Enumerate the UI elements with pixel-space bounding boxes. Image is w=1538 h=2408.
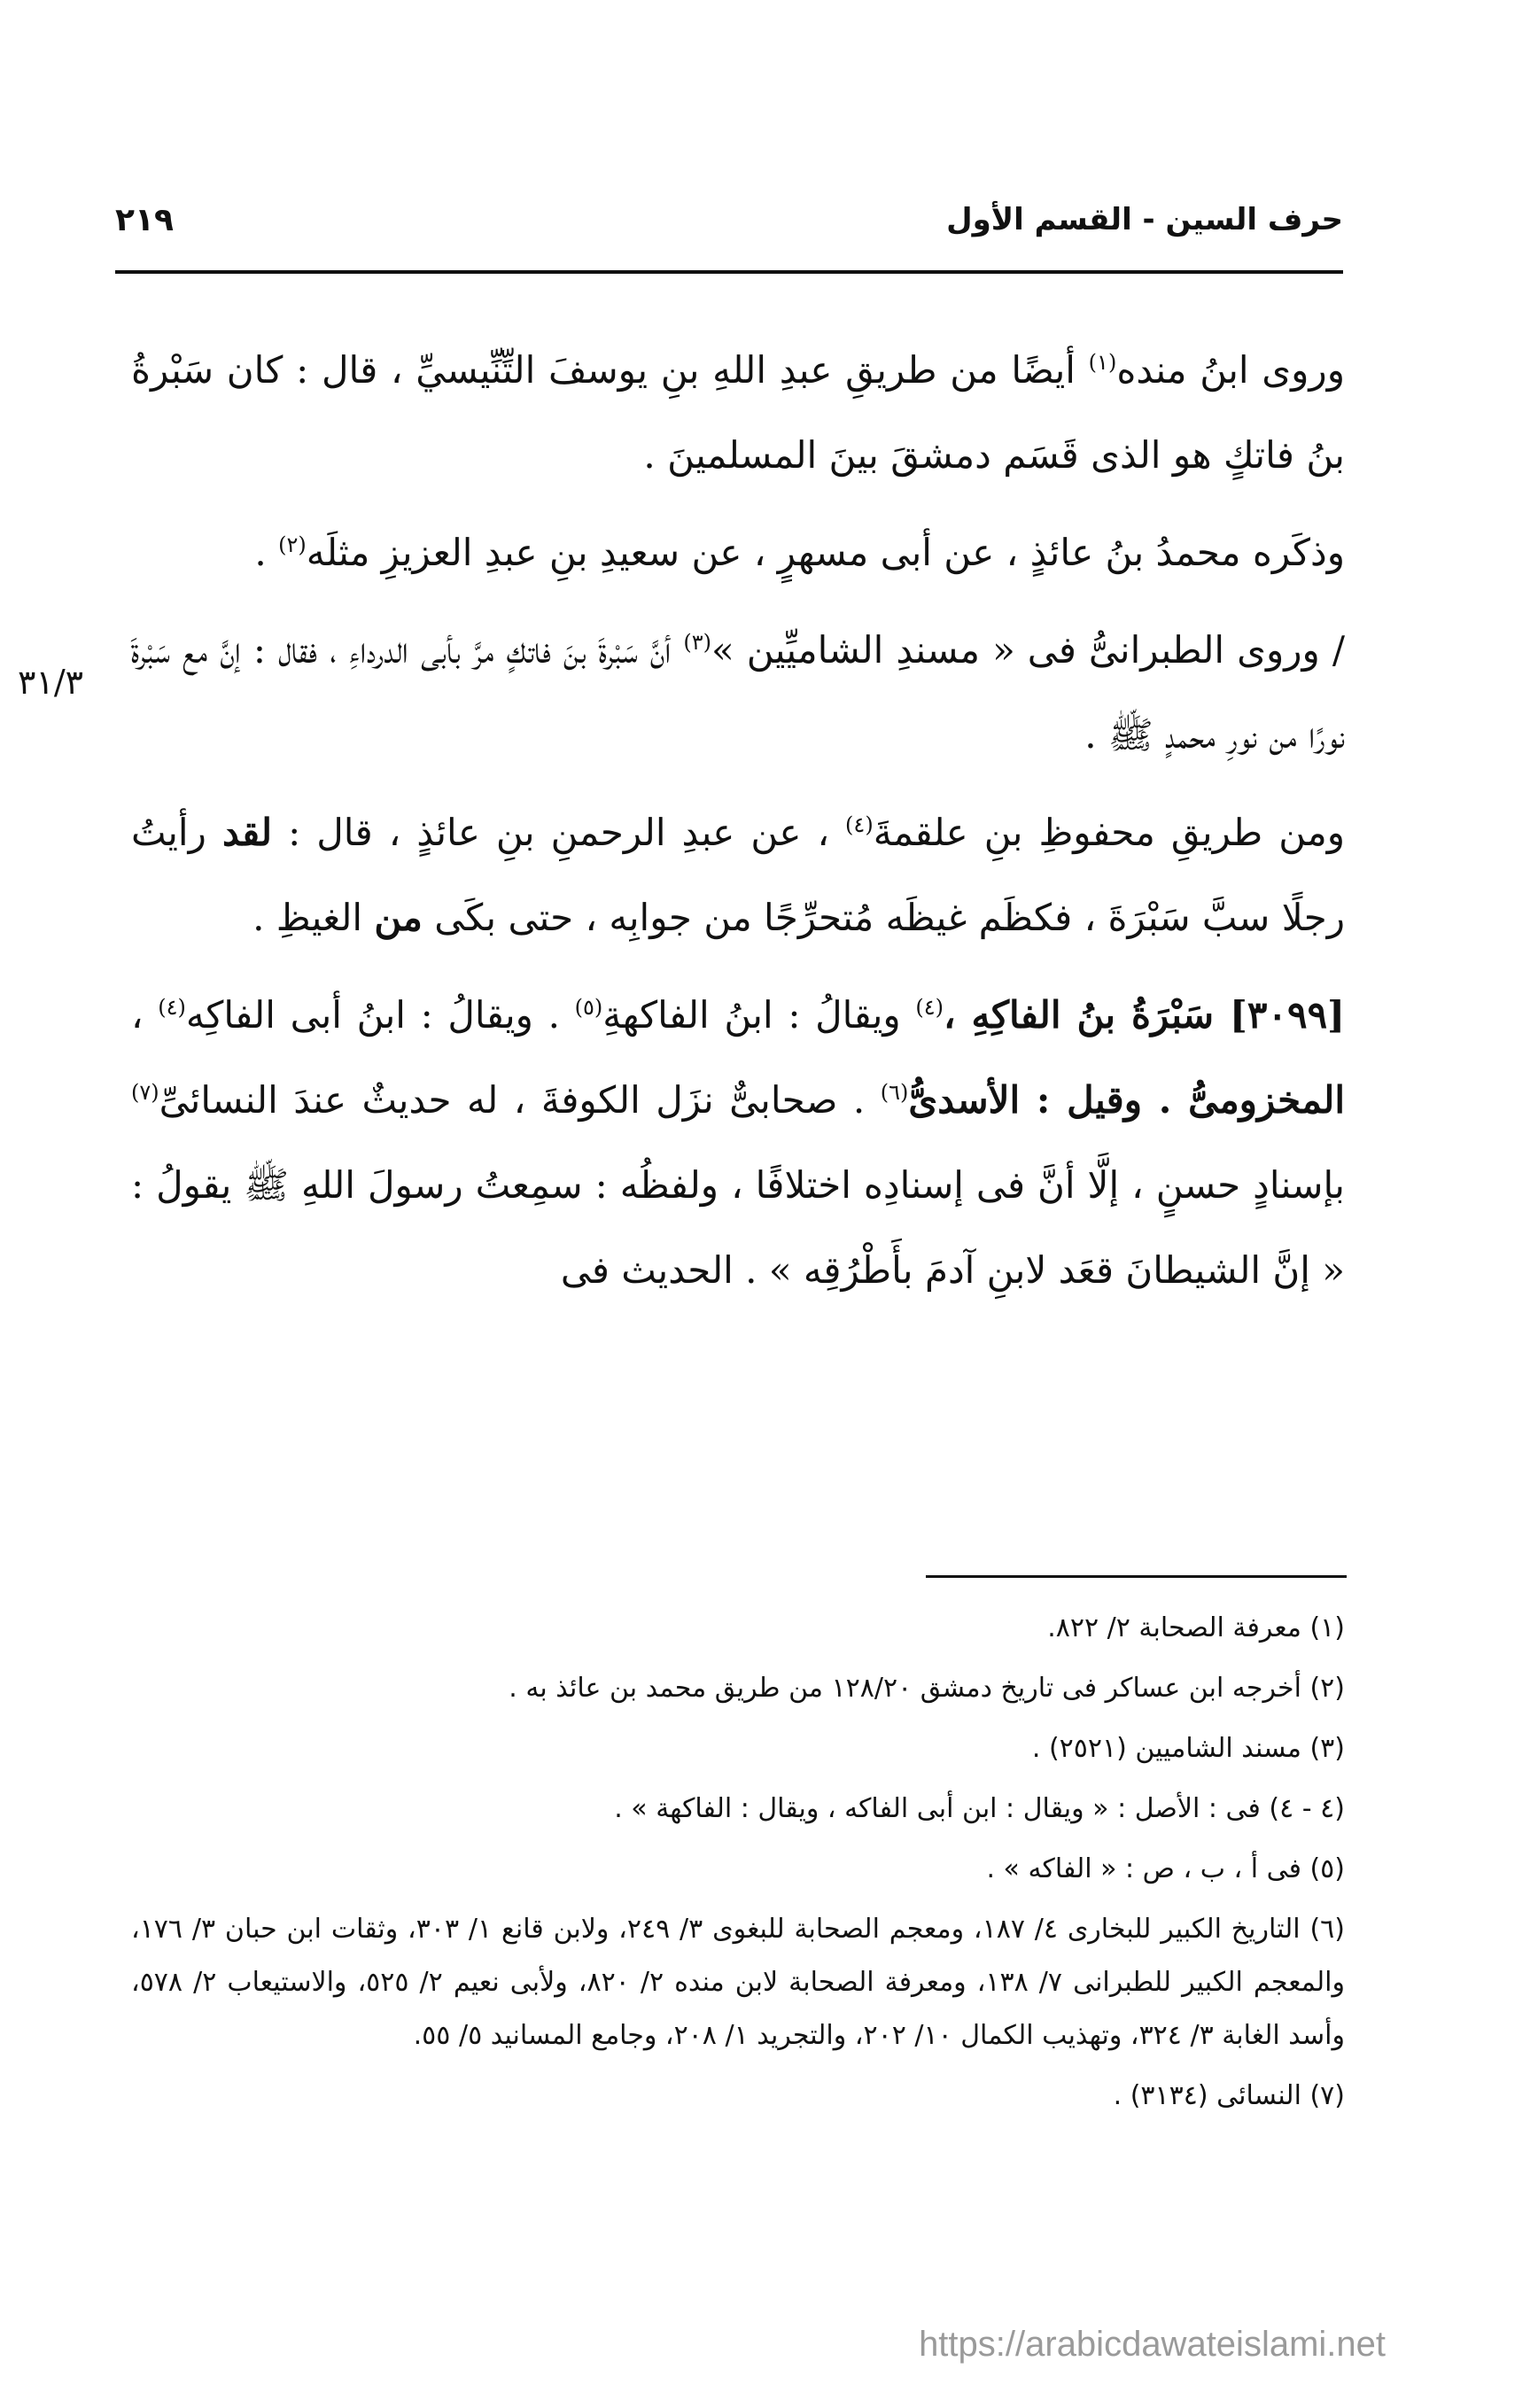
footnote-ref: (٥) [574, 995, 603, 1020]
text-segment: ، [131, 993, 159, 1037]
entry-3099 [131, 973, 1345, 1313]
bold-word: لقد [221, 811, 273, 854]
footnote-item: (٣) مسند الشاميين (٢٥٢١) . [1031, 1733, 1345, 1764]
text-segment: ومن طريقِ محفوظِ بنِ علقمةَ [873, 811, 1345, 854]
main-text [131, 328, 1345, 1325]
paragraph-3 [131, 608, 1345, 778]
text-segment: . ويقالُ : ابنُ أبى الفاكِه [185, 993, 575, 1037]
text-segment: وذكَره محمدُ بنُ عائذٍ ، عن أبى مسهرٍ ، عن سعيدِ بنِ عبدِ العزيزِ مثلَه [306, 531, 1345, 574]
footnote-item: (٤ - ٤) فى : الأصل : « ويقال : ابن أبى الفاكه ، ويقال : الفاكهة » . [614, 1793, 1345, 1824]
text-segment: أيضًا من طريقِ عبدِ اللهِ بنِ يوسفَ التِّنِّيسيِّ ، قال : كان سَبْرةُ بنُ فاتكٍ هو الذى قَسَم دمشقَ بينَ المسلمينَ . [131, 348, 1345, 477]
text-segment: أنَّ سَبْرةَ بنَ فاتكٍ مرَّ بأبى الدرداءِ ، فقال : إنَّ مع سَبْرةَ نورًا من نورِ محمدٍ ﷺ . [131, 628, 1345, 757]
watermark-url: https://arabicdawateislami.net [919, 2325, 1386, 2364]
footnote-rule [926, 1575, 1347, 1578]
text-segment: بإسنادٍ حسنٍ ، إلَّا أنَّ فى إسنادِه اختلافًا ، ولفظُه : سمِعتُ رسولَ اللهِ ﷺ يقولُ : « إنَّ الشيطانَ قعَد لابنِ آدمَ بأَطْرُقِه » . الحديث فى [131, 1163, 1345, 1292]
paragraph-2 [131, 510, 1345, 595]
footnote-item: (٥) فى أ ، ب ، ص : « الفاكه » . [986, 1853, 1345, 1884]
footnote-item: (٧) النسائى (٣١٣٤) . [1113, 2080, 1345, 2111]
text-segment: . صحابىٌّ نزَل الكوفةَ ، له حديثٌ عندَ النسائىِّ [159, 1078, 881, 1122]
footnote-item: (٢) أخرجه ابن عساكر فى تاريخ دمشق ١٢٨/٢٠ من طريق محمد بن عائذ به . [509, 1673, 1345, 1704]
margin-note: ٣١/٣ [18, 663, 84, 702]
footnote-item: (١) معرفة الصحابة ٢/ ٨٢٢. [1047, 1612, 1345, 1643]
running-title: حرف السين - القسم الأول [946, 202, 1343, 237]
bold-nisba: المخزومىُّ . وقيل : الأسدىُّ [908, 1078, 1345, 1122]
text-segment: رأيتُ رجلًا سبَّ سَبْرَةَ ، فكظَم غيظَه مُتحرِّجًا من جوابِه ، حتى بكَى [131, 811, 1345, 939]
footnote-ref: (٤) [915, 995, 944, 1020]
paragraph-1 [131, 328, 1345, 498]
footnote-ref: (٤) [158, 995, 186, 1020]
footnote-ref: (٣) [683, 630, 712, 655]
footnotes [131, 1602, 1345, 2130]
text-segment: الغيظِ . [252, 896, 375, 939]
bold-word: من [374, 896, 423, 939]
footnote-ref: (٦) [880, 1080, 909, 1105]
footnote-ref: (٧) [131, 1080, 159, 1105]
text-segment: وروى ابنُ منده [1116, 348, 1345, 392]
text-segment: / وروى الطبرانىُّ فى « مسندِ الشاميِّين » [711, 628, 1346, 672]
page-number: ٢١٩ [115, 202, 174, 238]
footnote-ref: (٢) [278, 532, 307, 557]
text-segment: ويقالُ : ابنُ الفاكهةِ [602, 993, 916, 1037]
text-segment: ، عن عبدِ الرحمنِ بنِ عائذٍ ، قال : [272, 811, 846, 854]
footnote-ref: (١) [1088, 350, 1117, 375]
header-rule [115, 270, 1343, 274]
footnote-item: (٦) التاريخ الكبير للبخارى ٤/ ١٨٧، ومعجم الصحابة للبغوى ٣/ ٢٤٩، ولابن قانع ١/ ٣٠٣، وثقات ابن حبان ٣/ ١٧٦، والمعجم الكبير للطبرانى ٧/ ١٣٨، ومعرفة الصحابة لابن منده ٢/ ٨٢٠، ولأبى نعيم ٢/ ٥٢٥، والاستيعاب ٢/ ٥٧٨، وأسد الغابة ٣/ ٣٢٤، وتهذيب الكمال ١٠/ ٢٠٢، والتجريد ١/ ٢٠٨، وجامع المسانيد ٥/ ٥٥. [131, 1914, 1345, 2051]
paragraph-4 [131, 790, 1345, 960]
entry-heading: [٣٠٩٩] سَبْرَةُ بنُ الفاكِهِ ، [943, 993, 1346, 1037]
text-segment: . [254, 531, 279, 574]
page-header [115, 202, 1343, 264]
footnote-ref: (٤) [845, 812, 874, 837]
